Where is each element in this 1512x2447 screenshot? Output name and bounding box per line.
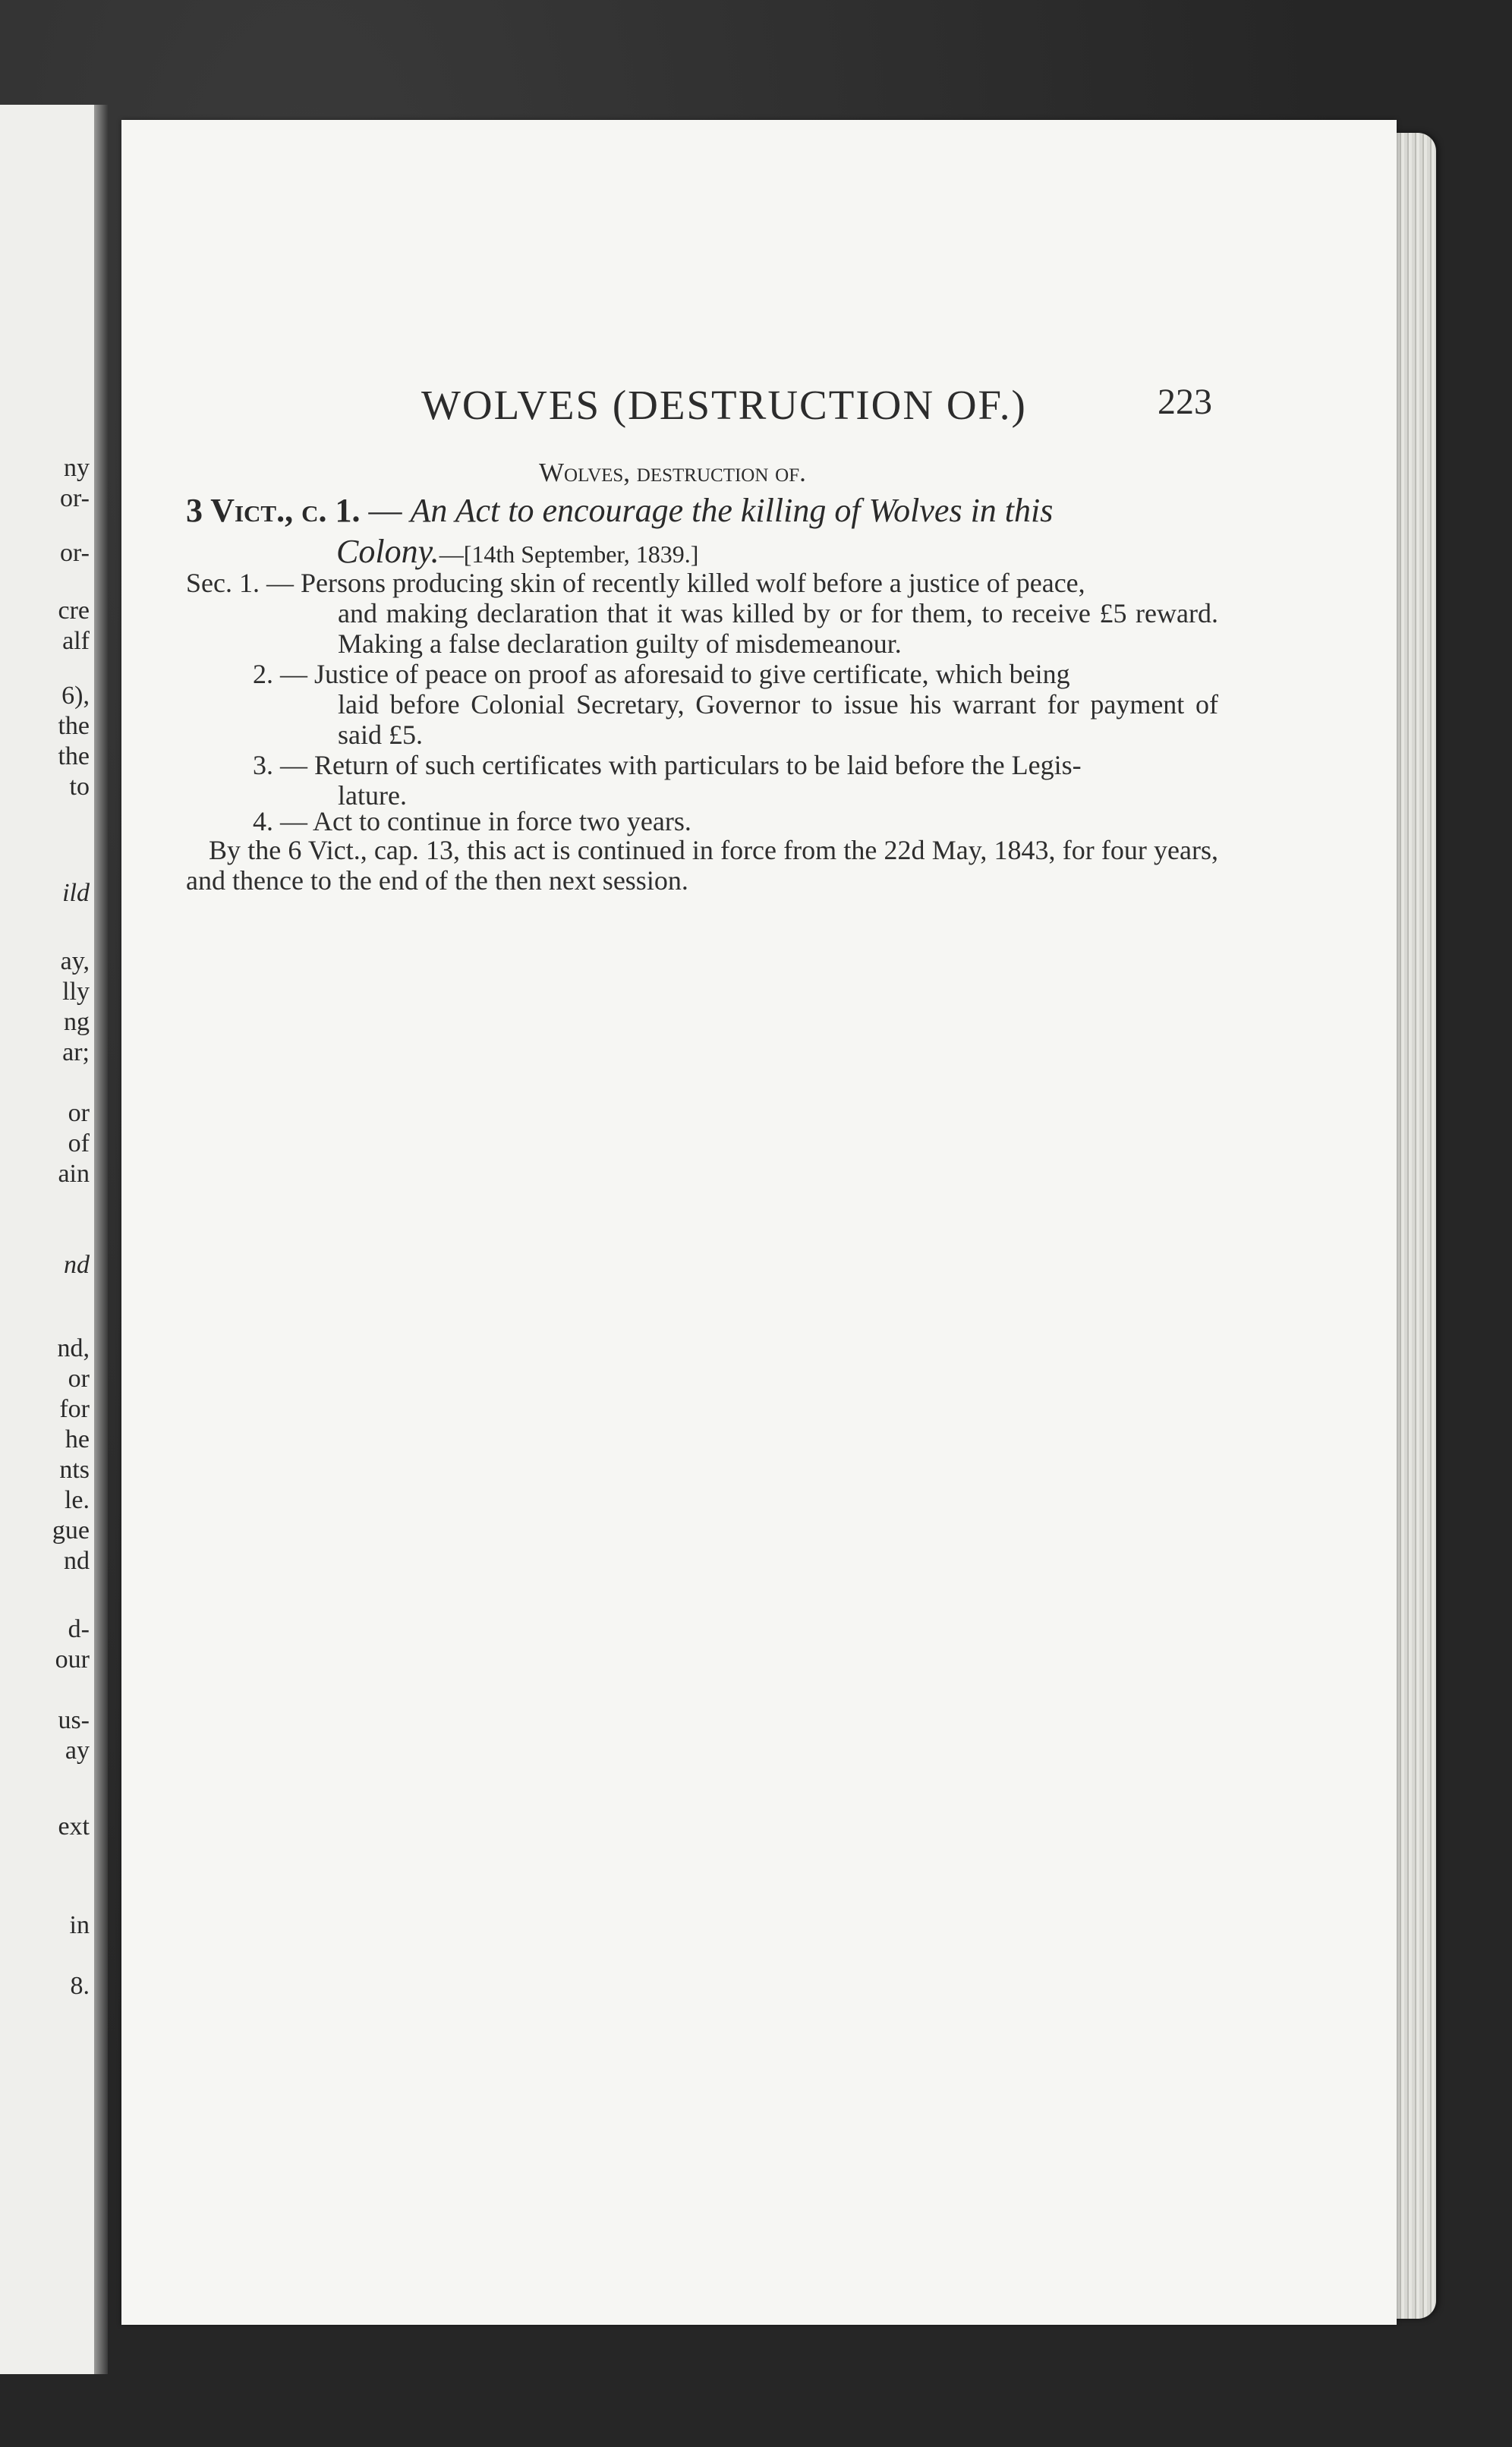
subject-heading: Wolves, destruction of.: [539, 458, 806, 487]
section-3: [186, 750, 1218, 811]
act-title: An Act to encourage the killing of Wolves in this: [410, 492, 1054, 529]
fragment: ar;: [62, 1038, 90, 1066]
page-number: 223: [1158, 382, 1212, 422]
fragment: 6),: [61, 682, 90, 710]
act-title-end: Colony.: [336, 533, 439, 570]
fragment: ild: [62, 879, 90, 907]
book-gutter: [94, 105, 108, 2374]
fragment: of: [68, 1129, 90, 1157]
fragment: ain: [58, 1160, 90, 1188]
fragment: he: [65, 1425, 90, 1453]
fragment: or-: [60, 484, 90, 512]
fragment: or: [68, 1099, 90, 1127]
running-title: WOLVES (DESTRUCTION OF.): [421, 382, 1027, 428]
previous-page-strip: [0, 105, 108, 2374]
fragment: nts: [59, 1456, 90, 1484]
fragment: the: [58, 742, 90, 770]
fragment: alf: [62, 627, 90, 655]
section-text-continued: laid before Colonial Secretary, Governor to issue his warrant for payment of said £5.: [338, 689, 1218, 750]
section-text: Act to continue in force two years.: [313, 806, 691, 836]
fragment: ext: [58, 1812, 90, 1841]
section-text: Return of such certificates with particulars to be laid before the Legis-: [314, 750, 1082, 780]
act-date: —[14th September, 1839.]: [439, 540, 699, 568]
fragment: d-: [68, 1615, 90, 1643]
continuation-note: By the 6 Vict., cap. 13, this act is continued in force from the 22d May, 1843, for four years, and thence to the end of the then next session.: [186, 835, 1218, 896]
fragment: ay: [65, 1737, 90, 1765]
fragment: lly: [62, 978, 90, 1006]
section-text-continued: and making declaration that it was killed by or for them, to receive £5 reward. Making a false declaration guilty of misdemeanour.: [338, 598, 1218, 659]
act-dash: —: [360, 492, 411, 529]
fragment: gue: [52, 1516, 90, 1545]
section-text: Persons producing skin of recently killed wolf before a justice of peace,: [300, 568, 1085, 598]
section-label: 3. —: [253, 750, 307, 780]
section-label: Sec. 1. —: [186, 568, 294, 598]
fragment: the: [58, 712, 90, 740]
fragment: us-: [58, 1706, 90, 1734]
section-1: [186, 568, 1218, 659]
fragment: nd: [64, 1251, 90, 1279]
fragment: 8.: [70, 1972, 90, 2000]
fragment: ng: [64, 1008, 90, 1036]
fragment: le.: [64, 1486, 90, 1514]
section-text: Justice of peace on proof as aforesaid to give certificate, which being: [314, 659, 1070, 689]
section-4: [186, 806, 1218, 836]
fragment: to: [69, 773, 90, 801]
fragment: for: [59, 1395, 90, 1423]
book-page: [121, 120, 1397, 2325]
section-text-continued: lature.: [338, 780, 407, 811]
fragment: ny: [64, 454, 90, 482]
section-2: [186, 659, 1218, 750]
fragment: or-: [60, 539, 90, 567]
fragment: in: [69, 1911, 90, 1939]
section-label: 2. —: [253, 659, 307, 689]
fragment: our: [55, 1646, 90, 1674]
section-label: 4. —: [253, 806, 307, 836]
fragment: or: [68, 1365, 90, 1393]
fragment: nd,: [57, 1334, 90, 1362]
fragment: cre: [58, 597, 90, 625]
fragment: nd: [64, 1547, 90, 1575]
act-heading: [186, 490, 1218, 575]
act-citation: 3 Vict., c. 1.: [186, 492, 361, 529]
fragment: ay,: [60, 947, 90, 975]
